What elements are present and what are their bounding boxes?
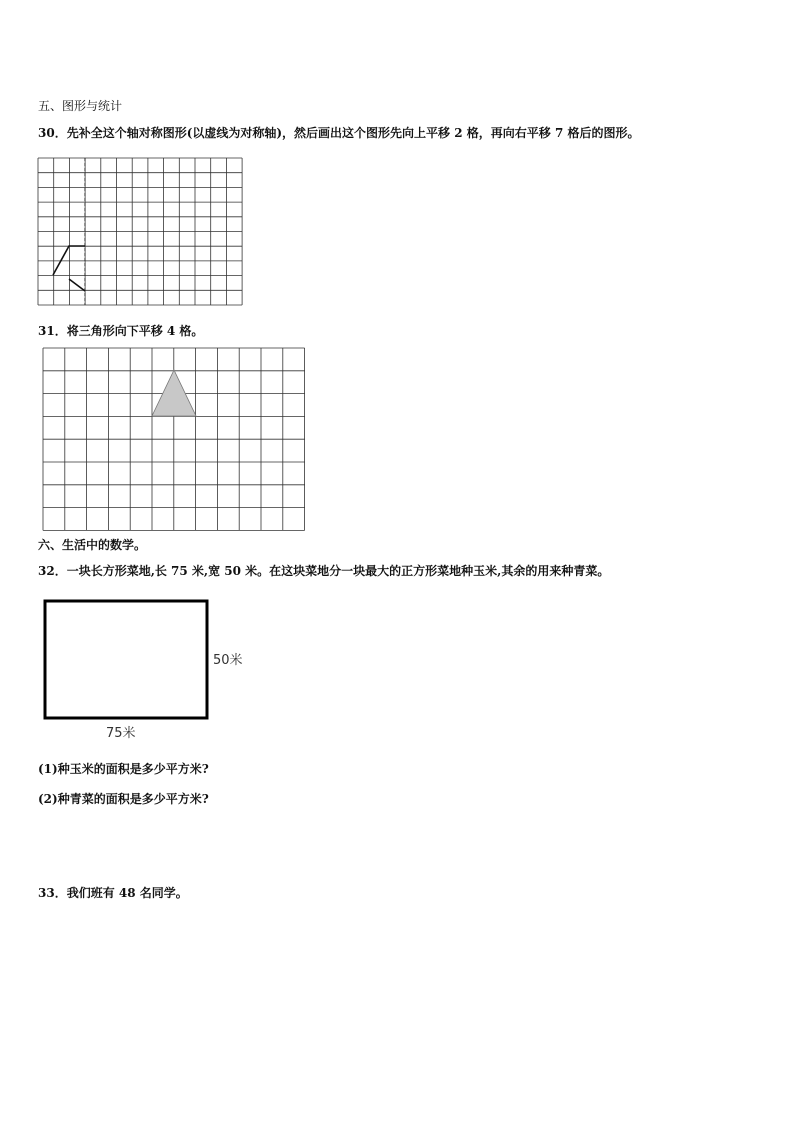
q32-sub1: (1)种玉米的面积是多少平方米? [38,762,209,776]
q32-sub2: (2)种青菜的面积是多少平方米? [38,792,209,806]
q32-text: 32．一块长方形菜地,长 75 米,宽 50 米。在这块菜地分一块最大的正方形菜地种玉米,其余的用来种青菜。 [38,564,610,578]
width-label: 50米 [213,653,243,668]
q30-text: 30．先补全这个轴对称图形(以虚线为对称轴)，然后画出这个图形先向上平移 2 格，再向右平移 7 格后的图形。 [38,126,640,140]
length-label: 75米 [106,726,136,741]
q31-grid [43,348,307,532]
q31-text: 31．将三角形向下平移 4 格。 [38,324,204,338]
vegetable-field-rectangle [43,599,209,721]
gray-triangle [152,370,196,416]
section6-title: 六、生活中的数学。 [38,538,147,552]
q33-text: 33．我们班有 48 名同学。 [38,886,188,900]
q30-grid [38,158,244,306]
section5-title: 五、图形与统计 [38,99,123,113]
